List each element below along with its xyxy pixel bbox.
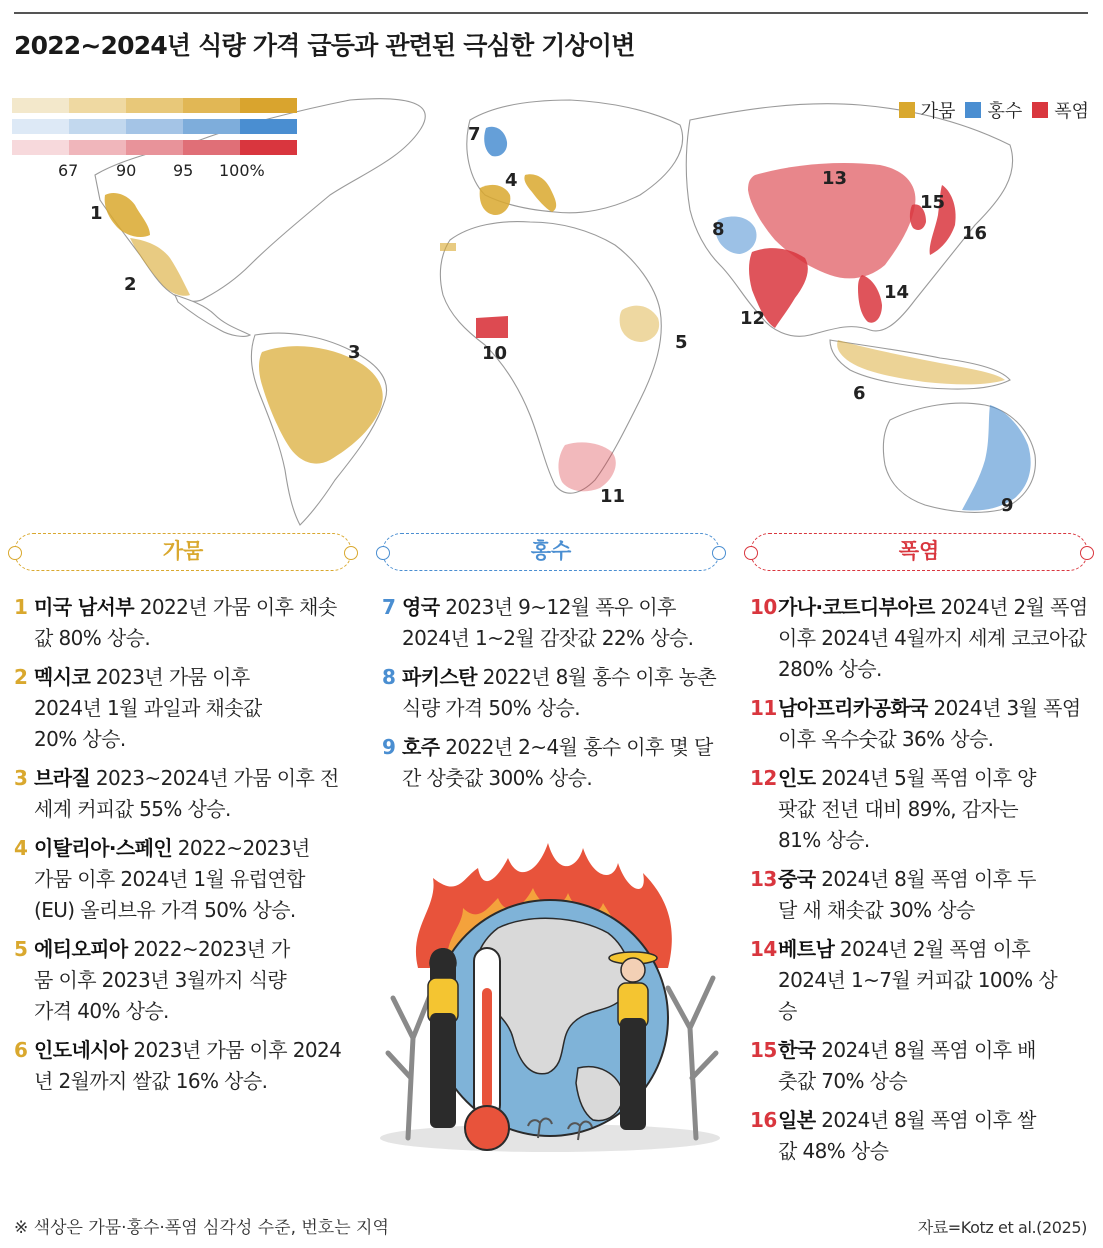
flood-scale-step bbox=[12, 119, 69, 134]
item-body bbox=[34, 934, 294, 1027]
item-number: 1 bbox=[14, 595, 28, 619]
map-number: 1 bbox=[90, 203, 103, 224]
item-text: 2023~2024년 가뭄 이후 전 세계 커피값 55% 상승. bbox=[34, 766, 339, 821]
person-head-icon bbox=[621, 958, 645, 982]
person-overalls bbox=[620, 1018, 646, 1130]
region-11-south-africa bbox=[558, 442, 615, 491]
list-item bbox=[382, 732, 722, 794]
item-body bbox=[34, 833, 334, 926]
item-number: 5 bbox=[14, 937, 28, 961]
item-text: 2024년 8월 폭염 이후 두 달 새 채솟값 30% 상승 bbox=[778, 867, 1036, 922]
item-body bbox=[778, 592, 1088, 685]
drought-scale-step bbox=[12, 98, 69, 113]
drought-scale-row bbox=[12, 98, 312, 113]
item-text: 2022~2023년 가뭄 이후 2023년 3월까지 식량 가격 40% 상승. bbox=[34, 937, 290, 1023]
list-item bbox=[14, 1035, 354, 1097]
item-number: 11 bbox=[750, 696, 777, 720]
item-body bbox=[34, 592, 354, 654]
legend-label: 홍수 bbox=[987, 101, 1023, 122]
item-region: 남아프리카공화국 bbox=[778, 696, 928, 720]
item-body bbox=[402, 592, 722, 654]
item-number: 3 bbox=[14, 766, 28, 790]
heat-scale-step bbox=[240, 140, 297, 155]
item-text: 2022년 8월 홍수 이후 농촌 식량 가격 50% 상승. bbox=[402, 665, 717, 720]
item-body bbox=[402, 662, 722, 724]
list-item bbox=[750, 1035, 1088, 1097]
item-number: 12 bbox=[750, 766, 777, 790]
item-text: 2023년 9~12월 폭우 이후 2024년 1~2월 감잣값 22% 상승. bbox=[402, 595, 694, 650]
heat-scale-step bbox=[183, 140, 240, 155]
item-region: 인도네시아 bbox=[34, 1038, 128, 1062]
item-text: 2024년 2월 폭염 이후 2024년 1~7월 커피값 100% 상승 bbox=[778, 937, 1058, 1023]
item-text: 2022년 가뭄 이후 채솟값 80% 상승. bbox=[34, 595, 337, 650]
drought-scale-step bbox=[183, 98, 240, 113]
map-number: 10 bbox=[482, 343, 508, 364]
flood-scale-step bbox=[240, 119, 297, 134]
scale-labels bbox=[12, 161, 312, 181]
item-region: 한국 bbox=[778, 1038, 816, 1062]
item-region: 에티오피아 bbox=[34, 937, 128, 961]
legend-item-drought bbox=[899, 97, 956, 123]
item-body bbox=[34, 763, 354, 825]
item-text: 2024년 2월 폭염 이후 2024년 4월까지 세계 코코아값 280% 상승. bbox=[778, 595, 1088, 681]
item-text: 2024년 3월 폭염 이후 옥수숫값 36% 상승. bbox=[778, 696, 1081, 751]
item-body bbox=[778, 763, 1038, 856]
map-number: 11 bbox=[600, 486, 626, 507]
list-item bbox=[750, 592, 1088, 685]
region-6-indonesia bbox=[837, 340, 1005, 384]
item-body bbox=[778, 693, 1088, 755]
legend bbox=[899, 97, 1089, 123]
dead-tree-icon bbox=[668, 978, 716, 1138]
flood-scale-row bbox=[12, 119, 312, 134]
legend-label: 가뭄 bbox=[920, 101, 956, 122]
legend-swatch bbox=[1032, 102, 1048, 118]
item-text: 2022~2023년 가뭄 이후 2024년 1월 유럽연합(EU) 올리브유 가격 50% 상승. bbox=[34, 836, 310, 922]
heat-scale-step bbox=[69, 140, 126, 155]
legend-swatch bbox=[899, 102, 915, 118]
central-america-outline bbox=[175, 295, 250, 336]
item-number: 4 bbox=[14, 836, 28, 860]
item-text: 2024년 8월 폭염 이후 쌀값 48% 상승 bbox=[778, 1108, 1036, 1163]
list-item bbox=[382, 592, 722, 654]
severity-scale bbox=[12, 98, 312, 181]
map-number: 7 bbox=[468, 124, 481, 145]
item-body bbox=[778, 1105, 1048, 1167]
map-number: 4 bbox=[505, 170, 518, 191]
legend-label: 폭염 bbox=[1054, 101, 1089, 122]
source-credit: 자료=Kotz et al.(2025) bbox=[917, 1218, 1087, 1237]
item-number: 2 bbox=[14, 665, 28, 689]
dead-tree-icon bbox=[388, 988, 433, 1138]
item-body bbox=[778, 934, 1058, 1027]
item-text: 2022년 2~4월 홍수 이후 몇 달간 상춧값 300% 상승. bbox=[402, 735, 713, 790]
item-number: 6 bbox=[14, 1038, 28, 1062]
item-region: 미국 남서부 bbox=[34, 595, 134, 619]
item-body bbox=[34, 662, 284, 755]
flood-header: 홍수 bbox=[382, 533, 720, 571]
list-item bbox=[750, 693, 1088, 755]
drought-scale-step bbox=[126, 98, 183, 113]
item-text: 2023년 가뭄 이후 2024년 2월까지 쌀값 16% 상승. bbox=[34, 1038, 342, 1093]
list-item bbox=[14, 662, 354, 755]
scale-label: 95 bbox=[173, 161, 194, 180]
item-number: 13 bbox=[750, 867, 777, 891]
flood-scale-step bbox=[69, 119, 126, 134]
item-body bbox=[402, 732, 722, 794]
item-number: 9 bbox=[382, 735, 396, 759]
item-number: 14 bbox=[750, 937, 777, 961]
list-item bbox=[14, 763, 354, 825]
list-item bbox=[750, 864, 1088, 926]
item-text: 2024년 8월 폭염 이후 배춧값 70% 상승 bbox=[778, 1038, 1036, 1093]
heat-header: 폭염 bbox=[750, 533, 1088, 571]
item-region: 일본 bbox=[778, 1108, 816, 1132]
item-region: 영국 bbox=[402, 595, 440, 619]
item-region: 멕시코 bbox=[34, 665, 91, 689]
item-number: 10 bbox=[750, 595, 777, 619]
item-body bbox=[34, 1035, 354, 1097]
item-region: 가나·코트디부아르 bbox=[778, 595, 935, 619]
region-10-ghana-ivory-coast bbox=[476, 316, 508, 338]
list-item bbox=[382, 662, 722, 724]
item-region: 중국 bbox=[778, 867, 816, 891]
page-title: 2022~2024년 식량 가격 급등과 관련된 극심한 기상이변 bbox=[14, 31, 635, 60]
item-region: 파키스탄 bbox=[402, 665, 477, 689]
scale-label: 90 bbox=[116, 161, 137, 180]
list-item bbox=[14, 592, 354, 654]
legend-swatch bbox=[965, 102, 981, 118]
drought-scale-step bbox=[69, 98, 126, 113]
item-text: 2024년 5월 폭염 이후 양팟값 전년 대비 89%, 감자는 81% 상승. bbox=[778, 766, 1036, 852]
item-region: 호주 bbox=[402, 735, 440, 759]
item-number: 15 bbox=[750, 1038, 777, 1062]
map-number: 6 bbox=[853, 383, 866, 404]
item-number: 7 bbox=[382, 595, 396, 619]
item-text: 2023년 가뭄 이후 2024년 1월 과일과 채솟값 20% 상승. bbox=[34, 665, 262, 751]
map-number: 5 bbox=[675, 332, 688, 353]
map-number: 12 bbox=[740, 308, 766, 329]
drought-header: 가뭄 bbox=[14, 533, 352, 571]
map-number: 16 bbox=[962, 223, 988, 244]
item-region: 이탈리아·스페인 bbox=[34, 836, 173, 860]
heat-list bbox=[750, 592, 1088, 1175]
drought-scale-step bbox=[240, 98, 297, 113]
scale-label: 100% bbox=[219, 161, 265, 180]
burning-globe-illustration bbox=[378, 838, 723, 1158]
map-number: 14 bbox=[884, 282, 910, 303]
map-number: 15 bbox=[920, 192, 946, 213]
list-item bbox=[750, 934, 1088, 1027]
item-region: 브라질 bbox=[34, 766, 91, 790]
list-item bbox=[14, 833, 354, 926]
item-number: 8 bbox=[382, 665, 396, 689]
africa-outline bbox=[440, 222, 661, 494]
heat-scale-step bbox=[126, 140, 183, 155]
flood-list bbox=[382, 592, 722, 802]
person-overalls bbox=[430, 1013, 456, 1128]
map-number: 3 bbox=[348, 342, 361, 363]
item-number: 16 bbox=[750, 1108, 777, 1132]
scale-label: 67 bbox=[58, 161, 79, 180]
flood-scale-step bbox=[183, 119, 240, 134]
item-region: 베트남 bbox=[778, 937, 835, 961]
list-item bbox=[750, 1105, 1088, 1167]
map-number: 9 bbox=[1001, 495, 1014, 516]
legend-item-flood bbox=[965, 97, 1022, 123]
flood-scale-step bbox=[126, 119, 183, 134]
region-north-africa-dot bbox=[440, 243, 456, 251]
heat-scale-step bbox=[12, 140, 69, 155]
thermometer-bulb bbox=[465, 1106, 509, 1150]
map-number: 2 bbox=[124, 274, 137, 295]
map-number: 8 bbox=[712, 219, 725, 240]
heat-scale-row bbox=[12, 140, 312, 155]
top-rule bbox=[14, 12, 1088, 14]
map-number: 13 bbox=[822, 168, 848, 189]
drought-list bbox=[14, 592, 354, 1105]
thermometer-mercury bbox=[482, 988, 492, 1108]
legend-item-heat bbox=[1032, 97, 1089, 123]
item-region: 인도 bbox=[778, 766, 816, 790]
footnote: ※ 색상은 가뭄·홍수·폭염 심각성 수준, 번호는 지역 bbox=[14, 1218, 389, 1238]
item-body bbox=[778, 864, 1048, 926]
list-item bbox=[750, 763, 1088, 856]
item-body bbox=[778, 1035, 1048, 1097]
list-item bbox=[14, 934, 354, 1027]
